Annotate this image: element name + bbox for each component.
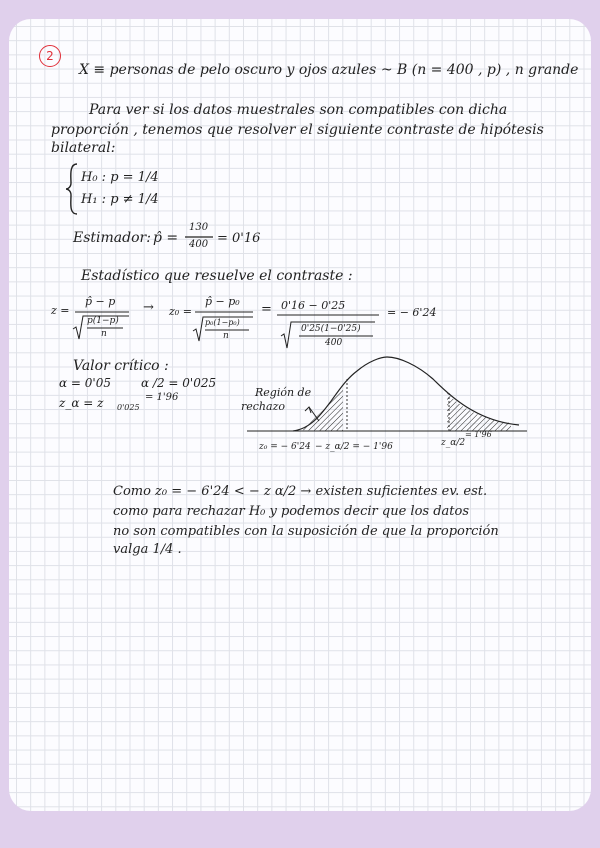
hypothesis-brace bbox=[65, 163, 79, 215]
conclusion-line-4: valga 1/4 . bbox=[113, 542, 182, 557]
right-rejection-region bbox=[447, 393, 511, 431]
alpha-half-value: α /2 = 0'025 bbox=[141, 376, 217, 390]
statistic-title: Estadístico que resuelve el contraste : bbox=[81, 268, 353, 284]
region-label-2: rechazo bbox=[241, 400, 285, 413]
z-lhs: z = bbox=[51, 304, 70, 317]
z-root-n: n bbox=[101, 329, 107, 339]
z0-numerator: p̂ − p₀ bbox=[205, 295, 240, 308]
z-alpha-subscript: 0'025 bbox=[117, 403, 140, 412]
estimator-denominator: 400 bbox=[189, 239, 209, 250]
graph-pos-z-value: = 1'96 bbox=[465, 430, 492, 439]
value-root-bar bbox=[299, 335, 373, 337]
statistic-result: = − 6'24 bbox=[387, 306, 437, 319]
estimator-label: Estimador: bbox=[73, 230, 151, 246]
estimator-fraction-bar bbox=[185, 236, 213, 238]
intro-line-1: Para ver si los datos muestrales son compatibles con dicha bbox=[89, 102, 508, 118]
graph-pos-z-label: z_α/2 bbox=[441, 438, 466, 448]
estimator-phat: p̂ = bbox=[153, 230, 179, 246]
z-root-content: p(1−p) bbox=[87, 316, 119, 326]
variable-definition: X ≡ personas de pelo oscuro y ojos azules ~ B (n = 400 , p) , n grande bbox=[79, 62, 579, 78]
alpha-value: α = 0'05 bbox=[59, 376, 111, 390]
normal-distribution-graph bbox=[237, 349, 537, 449]
value-numerator: 0'16 − 0'25 bbox=[281, 299, 346, 312]
estimator-numerator: 130 bbox=[189, 222, 209, 233]
z-alpha-label: z_α = z bbox=[59, 396, 104, 410]
graph-z0-label: z₀ = − 6'24 bbox=[259, 442, 311, 452]
z0-lhs: z₀ = bbox=[169, 305, 192, 318]
intro-line-3: bilateral: bbox=[51, 140, 116, 156]
conclusion-line-3: no son compatibles con la suposición de que la proporción bbox=[113, 524, 499, 539]
value-root-content: 0'25(1−0'25) bbox=[301, 324, 361, 334]
z0-root-n: n bbox=[223, 331, 229, 341]
critical-title: Valor crítico : bbox=[73, 358, 169, 374]
formula-eq: = bbox=[261, 302, 272, 317]
conclusion-line-1: Como z₀ = − 6'24 < − z α/2 → existen suficientes ev. est. bbox=[113, 484, 488, 499]
z-alpha-value: = 1'96 bbox=[145, 392, 179, 403]
graph-neg-z-label: − z_α/2 = − 1'96 bbox=[315, 442, 393, 452]
region-label-1: Región de bbox=[255, 386, 312, 399]
formula-arrow: → bbox=[143, 300, 154, 315]
alternative-hypothesis: H₁ : p ≠ 1/4 bbox=[81, 192, 159, 207]
estimator-result: = 0'16 bbox=[217, 231, 261, 246]
notebook-page bbox=[9, 19, 591, 811]
value-root-n: 400 bbox=[325, 338, 343, 348]
conclusion-line-2: como para rechazar H₀ y podemos decir que los datos bbox=[113, 504, 470, 519]
z0-root-content: p₀(1−p₀) bbox=[205, 318, 240, 327]
intro-line-2: proporción , tenemos que resolver el siguiente contraste de hipótesis bbox=[51, 122, 544, 138]
z-numerator: p̂ − p bbox=[85, 295, 116, 308]
problem-number-badge: 2 bbox=[39, 45, 61, 67]
null-hypothesis: H₀ : p = 1/4 bbox=[81, 170, 159, 185]
